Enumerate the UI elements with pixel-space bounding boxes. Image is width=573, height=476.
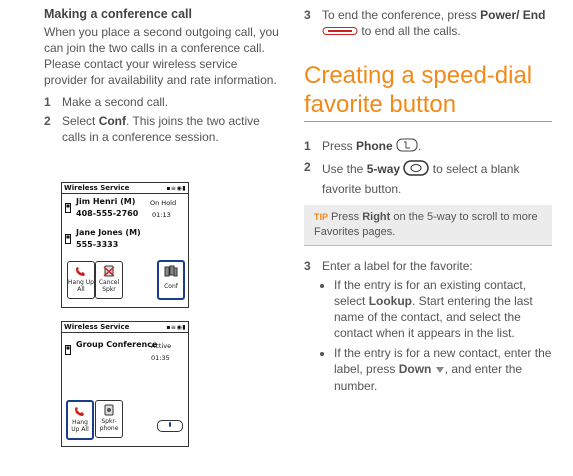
button-label: Hang Up All <box>71 419 89 433</box>
intro-paragraph: When you place a second outgoing call, you can join the two calls in a conference call. Please contact your wireless service provider for availability and rate information. <box>44 25 279 87</box>
conf-keyword: Conf <box>98 114 127 128</box>
bullet-new-contact <box>334 345 552 394</box>
step-text-end: to end all the calls. <box>358 24 461 38</box>
step-text: Use the <box>322 162 367 176</box>
tip-text: Press <box>331 210 363 223</box>
cancel-speaker-button[interactable] <box>95 261 123 299</box>
bullet-text-end: . Start entering the last name of the contact, and select the contact when it appears in the list. <box>334 293 533 340</box>
tip-label: TIP <box>314 211 329 222</box>
step-number: 3 <box>304 258 311 273</box>
screen-title-bar <box>62 183 188 194</box>
caller-1-status: On Hold <box>150 199 177 207</box>
speakerphone-button[interactable] <box>95 400 123 438</box>
step-text-end: to select a blank favorite button. <box>322 162 520 196</box>
bullet-list <box>304 277 552 394</box>
screen-title: Wireless Service <box>64 184 130 192</box>
phone-keyword: Phone <box>356 139 393 153</box>
down-keyword: Down <box>398 361 432 376</box>
bullet-text-end: , and enter the number. <box>334 361 523 393</box>
red-handset-icon <box>73 405 87 417</box>
microphone-icon <box>166 421 174 429</box>
phone-key-icon <box>396 138 418 156</box>
hang-up-all-button[interactable] <box>66 400 94 440</box>
step-number: 2 <box>44 114 51 128</box>
caller-1-time: 01:13 <box>152 211 171 219</box>
step-number: 2 <box>304 159 311 174</box>
down-arrow-icon <box>435 362 445 378</box>
step-text: Make a second call. <box>62 95 169 109</box>
tip-box <box>304 205 552 246</box>
step-number: 1 <box>304 138 311 153</box>
step-text: Press <box>322 139 357 153</box>
caller-1-name: Jim Henri (M) <box>76 197 136 206</box>
speakerphone-icon <box>102 404 116 416</box>
call-time: 01:35 <box>151 354 170 362</box>
step-3 <box>304 258 552 274</box>
cancel-speaker-icon <box>102 265 116 277</box>
step-text: Select <box>62 114 99 128</box>
right-keyword: Right <box>362 210 391 223</box>
button-label: Spkr-phone <box>99 418 119 432</box>
right-column <box>304 7 552 398</box>
power-end-keyword: Power/ End <box>480 8 546 22</box>
phone-screen-1 <box>61 182 189 308</box>
five-way-navigator-icon <box>403 159 429 181</box>
bullet-text: If the entry is for a new contact, enter the label, press <box>334 345 552 376</box>
step-2 <box>44 113 284 145</box>
bullet-existing-contact <box>334 277 552 341</box>
end-conference-step <box>304 7 552 40</box>
hang-up-all-button[interactable] <box>67 261 95 299</box>
step-text: Enter a label for the favorite: <box>322 258 473 273</box>
bullet-text: If the entry is for an existing contact, select <box>334 277 527 308</box>
conference-icon <box>164 265 178 278</box>
phone-handset-icon <box>65 229 71 248</box>
step-number: 1 <box>44 95 51 109</box>
mic-button[interactable] <box>157 420 183 432</box>
button-label: Cancel Spkr <box>98 279 120 293</box>
power-end-key-icon <box>322 24 358 40</box>
lookup-keyword: Lookup <box>368 293 413 308</box>
button-label: Conf <box>164 283 178 290</box>
tip-text-end: on the 5-way to scroll to more Favorites pages. <box>314 210 538 238</box>
step-1 <box>44 94 284 110</box>
step-1 <box>304 138 552 156</box>
call-name: Group Conference <box>76 340 158 349</box>
left-column <box>44 7 284 148</box>
screen-title-bar <box>62 322 188 333</box>
step-text-end: . This joins the two active calls in a conference session. <box>62 114 260 144</box>
button-label: Hang Up All <box>68 279 94 293</box>
section-title: Creating a speed-dial favorite button <box>304 61 552 122</box>
caller-2-number: 555-3333 <box>76 240 119 249</box>
screen-title: Wireless Service <box>64 323 130 331</box>
phone-handset-icon <box>65 198 71 217</box>
caller-2-name: Jane Jones (M) <box>76 228 141 237</box>
step-text: To end the conference, press <box>322 8 481 22</box>
caller-1-number: 408-555-2760 <box>76 209 139 218</box>
status-icons: ▪≡◉▮ <box>166 184 186 192</box>
section-heading: Making a conference call <box>44 7 192 21</box>
five-way-keyword: 5-way <box>366 162 401 176</box>
call-status: Active <box>151 342 172 350</box>
step-number: 3 <box>304 8 311 22</box>
step-text-end: . <box>418 139 422 153</box>
phone-screen-2 <box>61 321 189 447</box>
status-icons: ▪≡◉▮ <box>166 323 186 331</box>
conf-button[interactable] <box>157 260 185 300</box>
red-handset-icon <box>74 265 88 277</box>
step-2 <box>304 159 552 197</box>
phone-handset-icon <box>65 340 71 359</box>
